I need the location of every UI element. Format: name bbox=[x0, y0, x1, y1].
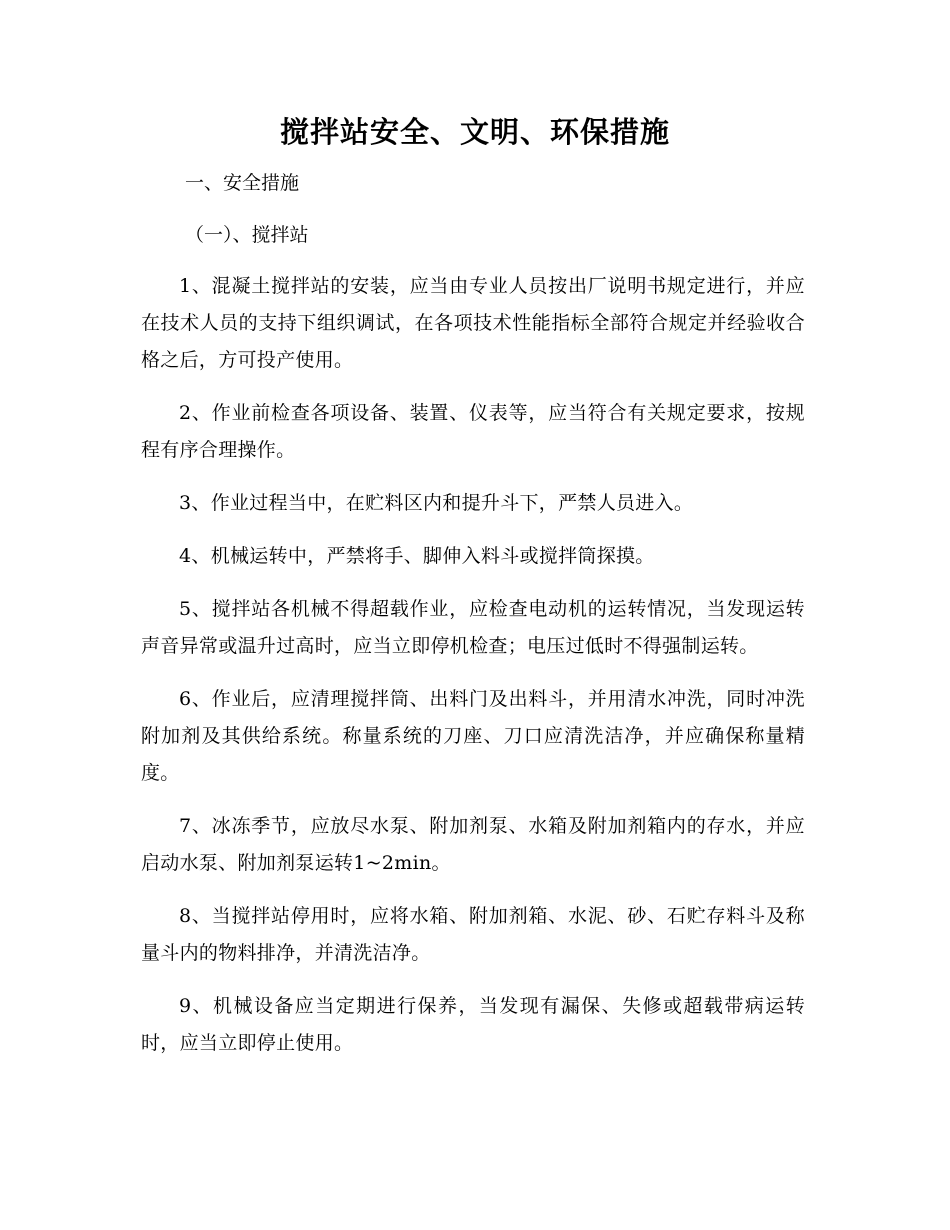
paragraph-6: 6、作业后，应清理搅拌筒、出料门及出料斗，并用清水冲洗，同时冲洗附加剂及其供给系统。称量系统的刀座、刀口应清洗洁净，并应确保称量精度。 bbox=[141, 688, 805, 784]
paragraph-1: 1、混凝土搅拌站的安装，应当由专业人员按出厂说明书规定进行，并应在技术人员的支持下组织调试，在各项技术性能指标全部符合规定并经验收合格之后，方可投产使用。 bbox=[141, 275, 805, 371]
paragraph-9: 9、机械设备应当定期进行保养，当发现有漏保、失修或超载带病运转时，应当立即停止使用。 bbox=[141, 995, 805, 1054]
section-heading: 一、安全措施 bbox=[185, 172, 300, 194]
paragraph-8: 8、当搅拌站停用时，应将水箱、附加剂箱、水泥、砂、石贮存料斗及称量斗内的物料排净，并清洗洁净。 bbox=[141, 905, 805, 964]
document-title: 搅拌站安全、文明、环保措施 bbox=[279, 115, 670, 149]
document-body bbox=[141, 166, 805, 1062]
paragraph-5: 5、搅拌站各机械不得超载作业，应检查电动机的运转情况，当发现运转声音异常或温升过高时，应当立即停机检查；电压过低时不得强制运转。 bbox=[141, 598, 805, 657]
paragraph-3: 3、作业过程当中，在贮料区内和提升斗下，严禁人员进入。 bbox=[179, 492, 694, 514]
paragraph-7: 7、冰冻季节，应放尽水泵、附加剂泵、水箱及附加剂箱内的存水，并应启动水泵、附加剂泵运转1~2min。 bbox=[141, 815, 805, 874]
subsection-heading: （一）、搅拌站 bbox=[185, 224, 309, 246]
paragraph-4: 4、机械运转中，严禁将手、脚伸入料斗或搅拌筒探摸。 bbox=[179, 545, 655, 567]
paragraph-2: 2、作业前检查各项设备、装置、仪表等，应当符合有关规定要求，按规程有序合理操作。 bbox=[141, 402, 805, 461]
